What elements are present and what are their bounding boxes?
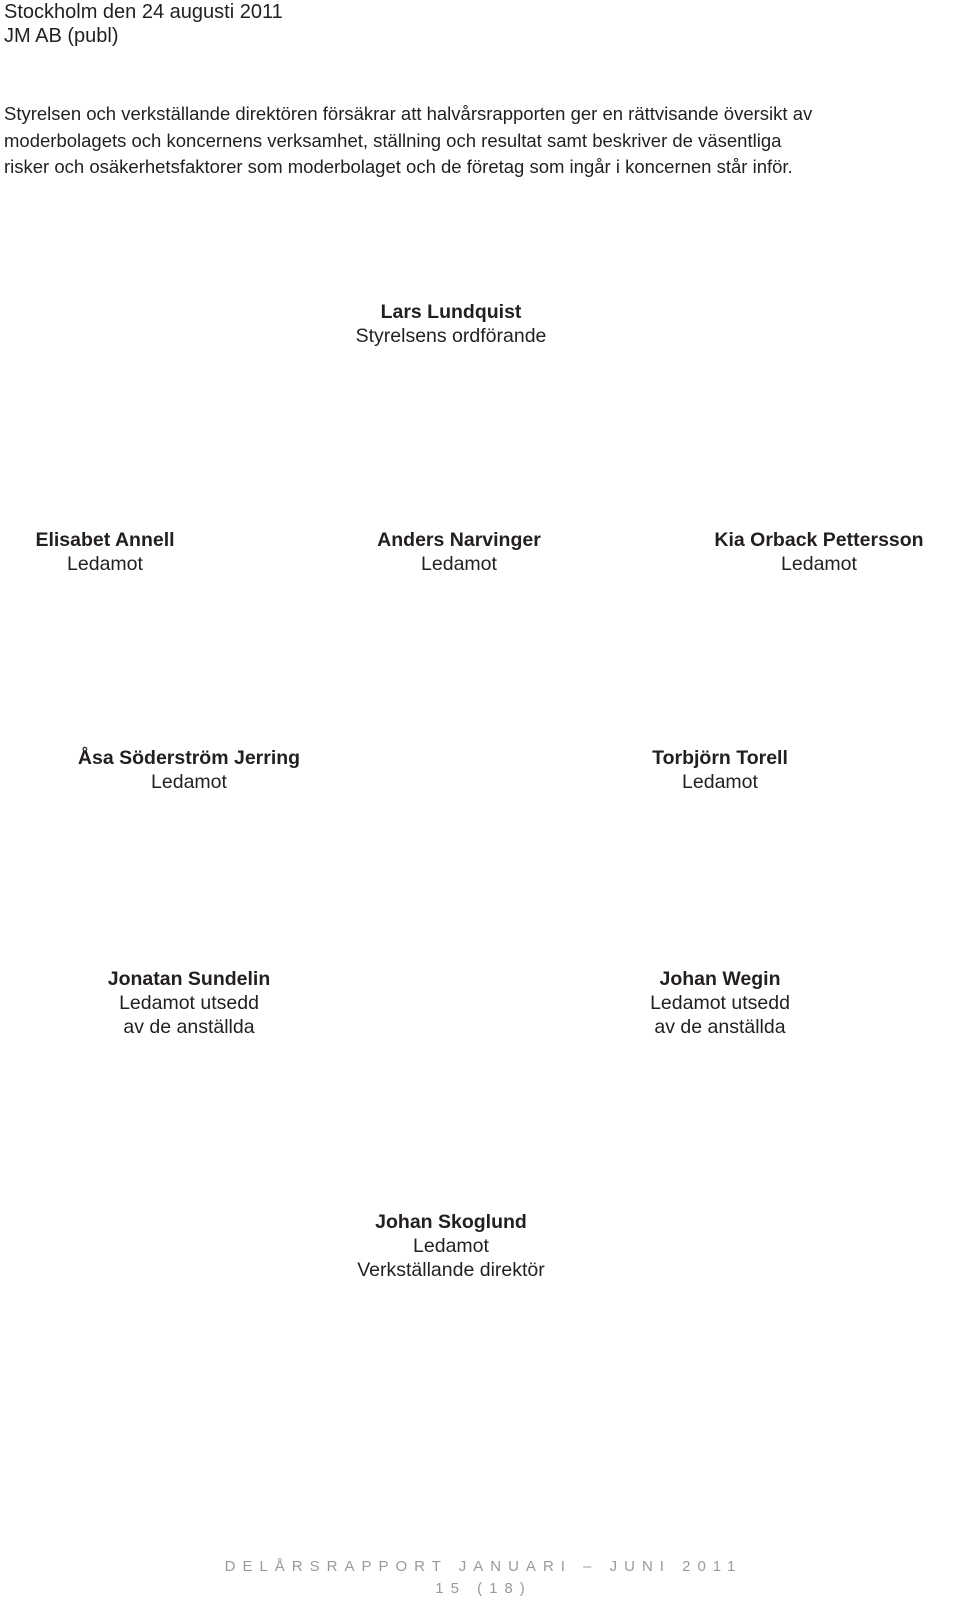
signatory-name: Johan Skoglund (375, 1211, 527, 1233)
statement-line: risker och osäkerhetsfaktorer som moderbolaget och de företag som ingår i koncernen står inför. (4, 156, 793, 177)
signatory-role: Ledamot (421, 553, 497, 575)
signatory-name: Åsa Söderström Jerring (77, 747, 301, 769)
signatory-name: Lars Lundquist (380, 301, 522, 323)
signature-narvinger (377, 528, 541, 576)
signature-pettersson (714, 528, 923, 576)
signatory-name: Anders Narvinger (377, 529, 541, 551)
place-date: Stockholm den 24 augusti 2011 (4, 1, 283, 23)
signature-sundelin (108, 967, 271, 1039)
signatory-role: Verkställande direktör (357, 1259, 545, 1281)
signature-jerring (78, 746, 300, 794)
signatory-name: Elisabet Annell (35, 529, 175, 551)
signatory-role: Ledamot (781, 553, 857, 575)
signature-wegin (650, 967, 790, 1039)
statement-line: moderbolagets och koncernens verksamhet, ställning och resultat samt beskriver de väsentliga (4, 129, 782, 151)
signatory-role: av de anställda (654, 1016, 786, 1038)
company-name: JM AB (publ) (4, 25, 119, 47)
signature-skoglund (357, 1210, 545, 1282)
signatory-name: Torbjörn Torell (652, 747, 788, 769)
signatory-role: Ledamot utsedd (119, 992, 259, 1014)
page-number: 15 (18) (435, 1580, 532, 1597)
signature-chair (356, 300, 547, 348)
signatory-role: Ledamot (413, 1235, 489, 1257)
page-footer (0, 1556, 960, 1600)
signature-torell (652, 746, 788, 794)
signature-annell (35, 528, 174, 576)
signatory-name: Kia Orback Pettersson (714, 529, 924, 551)
signatory-role: av de anställda (123, 1016, 255, 1038)
statement-line: Styrelsen och verkställande direktören försäkrar att halvårsrapporten ger en rättvisande översikt av (4, 103, 813, 124)
signatory-role: Ledamot (682, 771, 758, 793)
signatory-role: Ledamot (151, 771, 227, 793)
signatory-name: Jonatan Sundelin (107, 968, 271, 990)
signatory-role: Styrelsens ordförande (355, 325, 547, 347)
signatory-role: Ledamot (67, 553, 143, 575)
signatory-role: Ledamot utsedd (650, 992, 790, 1014)
report-title: DELÅRSRAPPORT JANUARI – JUNI 2011 (224, 1558, 743, 1575)
signatory-name: Johan Wegin (659, 968, 781, 990)
assurance-statement (4, 101, 944, 181)
